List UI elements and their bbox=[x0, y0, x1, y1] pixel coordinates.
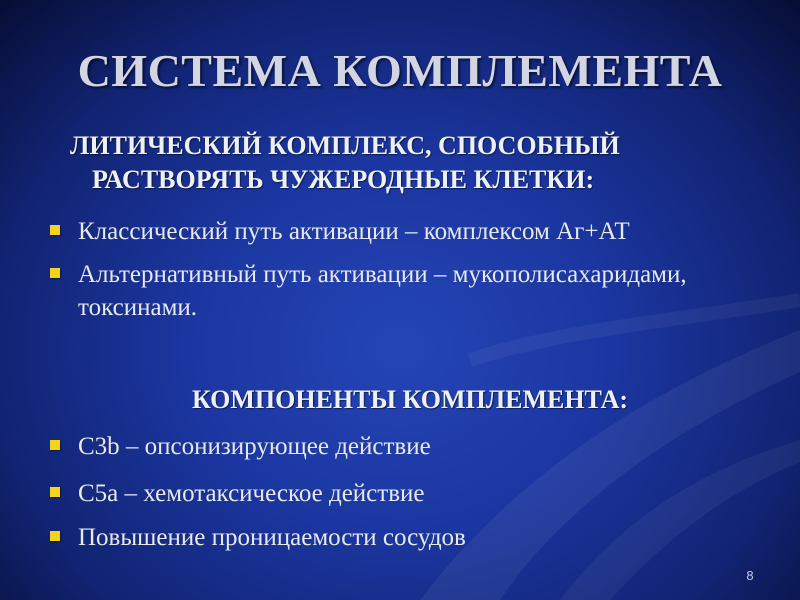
bullet-text: Повышение проницаемости сосудов bbox=[78, 524, 466, 551]
bullet-item-classical-pathway bbox=[50, 215, 770, 248]
bullet-item-alternative-pathway bbox=[50, 258, 770, 324]
bullet-text: Классический путь активации – комплексом Аг+АТ bbox=[78, 218, 630, 245]
bullet-text: С3b – опсонизирующее действие bbox=[78, 433, 431, 460]
bullet-square-icon bbox=[50, 225, 60, 235]
bullet-item-permeability bbox=[50, 521, 770, 554]
page-number: 8 bbox=[746, 568, 754, 583]
slide-title: СИСТЕМА КОМПЛЕМЕНТА bbox=[77, 45, 723, 96]
bullet-square-icon bbox=[50, 440, 60, 450]
bullet-square-icon bbox=[50, 268, 60, 278]
bullet-text: С5а – хемотаксическое действие bbox=[78, 480, 425, 507]
section-heading-components: КОМПОНЕНТЫ КОМПЛЕМЕНТА: bbox=[191, 385, 629, 414]
bullet-item-c3b bbox=[50, 430, 770, 463]
bullet-square-icon bbox=[50, 531, 60, 541]
section-heading-lytic-complex: ЛИТИЧЕСКИЙ КОМПЛЕКС, СПОСОБНЫЙ РАСТВОРЯТЬ ЧУЖЕРОДНЫЕ КЛЕТКИ: bbox=[70, 131, 620, 194]
bullet-text: Альтернативный путь активации – мукополисахаридами, токсинами. bbox=[78, 261, 687, 321]
bullet-square-icon bbox=[50, 487, 60, 497]
bullet-item-c5a bbox=[50, 477, 770, 510]
